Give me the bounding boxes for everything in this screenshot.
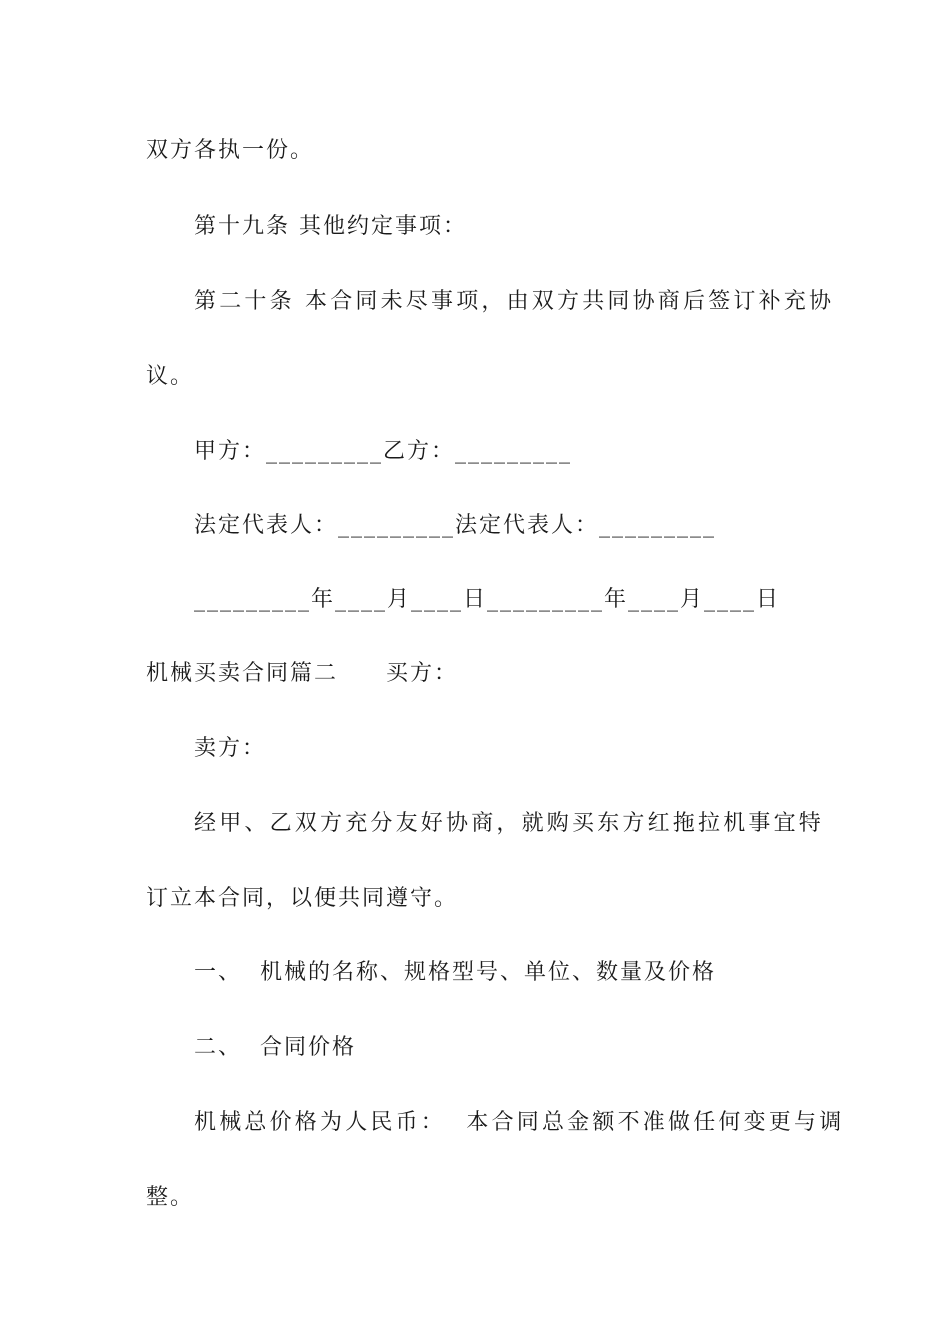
text-line-negotiation-cont: 订立本合同，以便共同遵守。 — [146, 886, 459, 911]
text-line-article-19: 第十九条 其他约定事项： — [194, 214, 467, 239]
text-line-total-price-cont: 整。 — [146, 1185, 195, 1210]
text-line-seller: 卖方： — [194, 736, 267, 761]
text-line-both-parties-copy: 双方各执一份。 — [146, 138, 315, 163]
text-line-article-20: 第二十条 本合同未尽事项，由双方共同协商后签订补充协 — [194, 289, 835, 314]
text-line-party-a-b: 甲方：_________乙方：_________ — [194, 439, 573, 464]
text-line-clause-2: 二、 合同价格 — [194, 1035, 356, 1060]
section-title-contract-2: 机械买卖合同篇二 买方： — [146, 661, 459, 686]
text-line-clause-1: 一、 机械的名称、规格型号、单位、数量及价格 — [194, 960, 716, 985]
text-line-article-20-cont: 议。 — [146, 364, 195, 389]
text-line-total-price: 机械总价格为人民币： 本合同总金额不准做任何变更与调 — [194, 1110, 845, 1135]
text-line-date-fields: _________年____月____日_________年____月____日 — [194, 587, 781, 612]
text-line-negotiation: 经甲、乙双方充分友好协商，就购买东方红拖拉机事宜特 — [194, 811, 825, 836]
text-line-legal-representative: 法定代表人：_________法定代表人：_________ — [194, 513, 717, 538]
